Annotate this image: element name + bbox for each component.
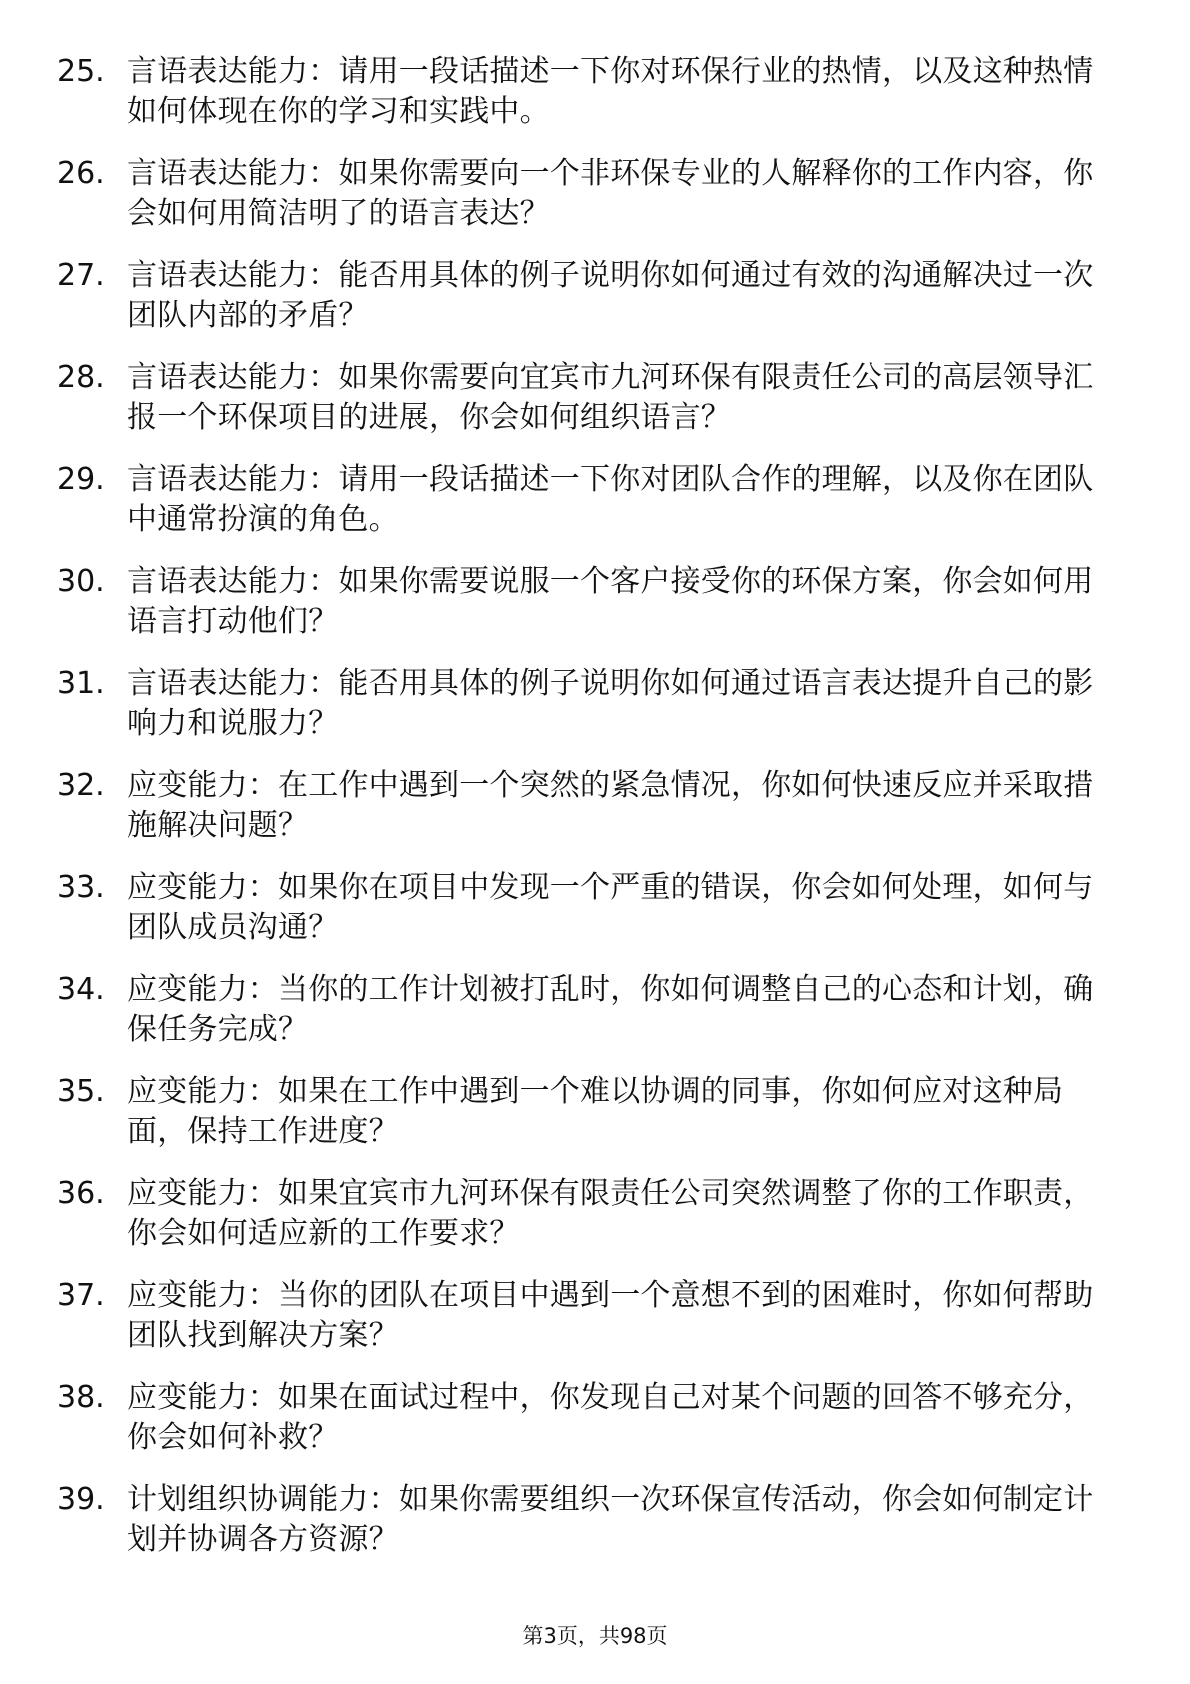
question-item [0, 358, 1190, 460]
question-text: 言语表达能力：能否用具体的例子说明你如何通过有效的沟通解决过一次团队内部的矛盾？ [127, 258, 1094, 333]
question-text: 应变能力：如果在工作中遇到一个难以协调的同事，你如何应对这种局面，保持工作进度？ [127, 1074, 1064, 1149]
question-text: 应变能力：如果宜宾市九河环保有限责任公司突然调整了你的工作职责，你会如何适应新的工作要求？ [127, 1176, 1094, 1251]
question-text: 言语表达能力：如果你需要说服一个客户接受你的环保方案，你会如何用语言打动他们？ [127, 564, 1094, 639]
question-item [0, 1174, 1190, 1276]
question-item [0, 868, 1190, 970]
question-text: 计划组织协调能力：如果你需要组织一次环保宣传活动，你会如何制定计划并协调各方资源？ [127, 1482, 1094, 1557]
question-list [0, 52, 1190, 1582]
question-item [0, 52, 1190, 154]
question-item [0, 970, 1190, 1072]
question-number: 32. [57, 768, 105, 803]
question-text: 言语表达能力：如果你需要向一个非环保专业的人解释你的工作内容，你会如何用简洁明了的语言表达？ [127, 156, 1094, 231]
question-number: 31. [57, 666, 105, 701]
question-number: 37. [57, 1278, 105, 1313]
question-item [0, 460, 1190, 562]
question-text: 言语表达能力：请用一段话描述一下你对团队合作的理解，以及你在团队中通常扮演的角色。 [127, 462, 1094, 537]
question-item [0, 1378, 1190, 1480]
question-text: 应变能力：在工作中遇到一个突然的紧急情况，你如何快速反应并采取措施解决问题？ [127, 768, 1094, 843]
question-text: 应变能力：当你的工作计划被打乱时，你如何调整自己的心态和计划，确保任务完成？ [127, 972, 1094, 1047]
question-number: 28. [57, 360, 105, 395]
question-number: 27. [57, 258, 105, 293]
question-number: 35. [57, 1074, 105, 1109]
question-number: 30. [57, 564, 105, 599]
question-number: 36. [57, 1176, 105, 1211]
page-footer: 第3页，共98页 [522, 1624, 668, 1648]
question-item [0, 1276, 1190, 1378]
question-number: 25. [57, 54, 105, 89]
question-number: 29. [57, 462, 105, 497]
question-number: 33. [57, 870, 105, 905]
question-item [0, 154, 1190, 256]
question-number: 26. [57, 156, 105, 191]
question-text: 言语表达能力：能否用具体的例子说明你如何通过语言表达提升自己的影响力和说服力？ [127, 666, 1094, 741]
question-number: 38. [57, 1380, 105, 1415]
question-item [0, 562, 1190, 664]
question-item [0, 1480, 1190, 1582]
question-text: 言语表达能力：请用一段话描述一下你对环保行业的热情，以及这种热情如何体现在你的学习和实践中。 [127, 54, 1094, 129]
question-text: 应变能力：如果在面试过程中，你发现自己对某个问题的回答不够充分，你会如何补救？ [127, 1380, 1094, 1455]
question-item [0, 766, 1190, 868]
question-text: 言语表达能力：如果你需要向宜宾市九河环保有限责任公司的高层领导汇报一个环保项目的进展，你会如何组织语言？ [127, 360, 1094, 435]
question-item [0, 664, 1190, 766]
question-item [0, 256, 1190, 358]
question-number: 39. [57, 1482, 105, 1517]
question-text: 应变能力：如果你在项目中发现一个严重的错误，你会如何处理，如何与团队成员沟通？ [127, 870, 1094, 945]
question-text: 应变能力：当你的团队在项目中遇到一个意想不到的困难时，你如何帮助团队找到解决方案？ [127, 1278, 1094, 1353]
question-number: 34. [57, 972, 105, 1007]
question-item [0, 1072, 1190, 1174]
